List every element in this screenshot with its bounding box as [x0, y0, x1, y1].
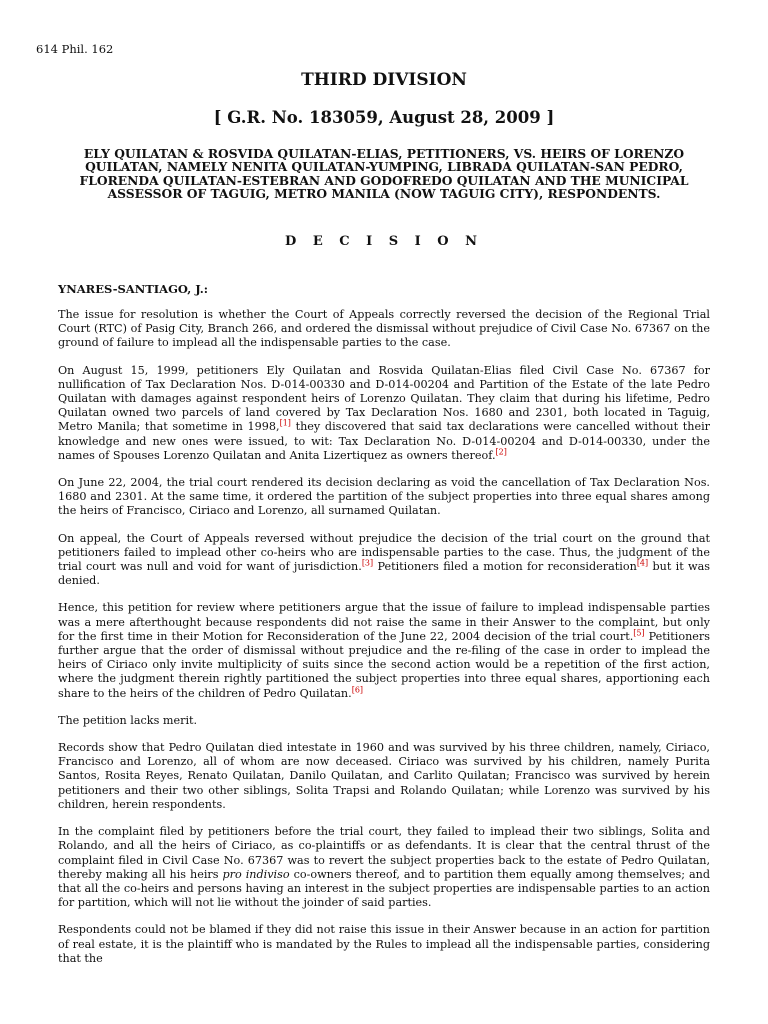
case-parties: ELY QUILATAN & ROSVIDA QUILATAN-ELIAS, PETITIONERS, VS. HEIRS OF LORENZO QUILATAN, NAMELY NENITA QUILATAN-YUMPING, LIBRADA QUILATAN-SAN PEDRO, FLORENDA QUILATAN-ESTEBRAN AND GODOFREDO QUILATAN AND THE MUNICIPAL ASSESSOR OF TAGUIG, METRO MANILA (NOW TAGUIG CITY), RESPONDENTS. [79, 146, 689, 202]
paragraph [58, 476, 710, 519]
paragraph-text: Respondents could not be blamed if they did not raise this issue in their Answer because in an action for partition of real estate, it is the plaintiff who is mandated by the Rules to implead all the indispensable parties, considering that the [58, 923, 710, 965]
decision-heading: D E C I S I O N [285, 234, 483, 249]
footnote-link-5[interactable]: [5] [633, 628, 645, 638]
paragraph-text: but it was denied. [58, 560, 710, 588]
footnote-link-2[interactable]: [2] [495, 447, 507, 457]
paragraph-text: On June 22, 2004, the trial court rendered its decision declaring as void the cancellation of Tax Declaration Nos. 1680 and 2301. At the same time, it ordered the partition of the subject properties into three equal shares among the heirs of Francisco, Ciriaco and Lorenzo, all surnamed Quilatan. [58, 476, 710, 518]
decision-body [58, 308, 710, 979]
paragraph-text: Records show that Pedro Quilatan died intestate in 1960 and was survived by his three children, namely, Ciriaco, Francisco and Lorenzo, all of whom are now deceased. Ciriaco was survived by his children, namely Purita Santos, Rosita Reyes, Renato Quilatan, Danilo Quilatan, and Carlito Quilatan; Francisco was survived by herein petitioners and their two other siblings, Solita Trapsi and Rolando Quilatan; while Lorenzo was survived by his children, herein respondents. [58, 741, 710, 811]
division-heading: THIRD DIVISION [301, 70, 467, 90]
ponente: YNARES-SANTIAGO, J.: [58, 282, 209, 296]
paragraph [58, 825, 710, 910]
paragraph-text: Hence, this petition for review where petitioners argue that the issue of failure to implead indispensable parties was a mere afterthought because respondents did not raise the same in their Answer to the complaint, but only for the first time in their Motion for Reconsideration of the June 22, 2004 decision of the trial court. [58, 601, 710, 643]
italic-term: pro indiviso [222, 867, 290, 881]
paragraph-text: Petitioners filed a motion for reconsideration [373, 560, 637, 574]
citation: 614 Phil. 162 [36, 42, 114, 56]
case-number: [ G.R. No. 183059, August 28, 2009 ] [213, 108, 555, 127]
paragraph [58, 714, 710, 728]
paragraph [58, 923, 710, 966]
footnote-link-6[interactable]: [6] [351, 684, 364, 694]
paragraph-text: they discovered that said tax declarations were cancelled without their knowledge and new ones were issued, to wit: Tax Declaration No. D-014-00204 and D-014-00330, under the names of Spouses Lorenzo Quilatan and Anita Lizertiquez as owners thereof. [58, 420, 710, 462]
paragraph [58, 364, 710, 463]
paragraph [58, 601, 710, 700]
paragraph-text: co-owners thereof, and to partition them equally among themselves; and that all the co-heirs and persons having an interest in the subject properties are indispensable parties to an action for partition, which will not lie without the joinder of said parties. [58, 867, 711, 910]
footnote-link-1[interactable]: [1] [279, 418, 291, 428]
paragraph [58, 308, 710, 351]
footnote-link-4[interactable]: [4] [636, 558, 649, 568]
paragraph-text: In the complaint filed by petitioners before the trial court, they failed to implead their two siblings, Solita and Rolando, and all the heirs of Ciriaco, as co-plaintiffs or as defendants. It is clear that the central thrust of the complaint filed in Civil Case No. 67367 was to revert the subject properties back to the estate of Pedro Quilatan, thereby making all his heirs [58, 825, 710, 881]
paragraph-text: On appeal, the Court of Appeals reversed without prejudice the decision of the trial court on the ground that petitioners failed to implead other co-heirs who are indispensable parties to the case. Thus, the judgment of the trial court was null and void for want of jurisdiction. [58, 531, 710, 574]
paragraph-text: On August 15, 1999, petitioners Ely Quilatan and Rosvida Quilatan-Elias filed Civil Case No. 67367 for nullification of Tax Declaration Nos. D-014-00330 and D-014-00204 and Partition of the Estate of the late Pedro Quilatan with damages against respondent heirs of Lorenzo Quilatan. They claim that during his lifetime, Pedro Quilatan owned two parcels of land covered by Tax Declaration Nos. 1680 and 2301, both located in Taguig, Metro Manila; that sometime in 1998, [58, 363, 710, 434]
paragraph-text: Petitioners further argue that the order of dismissal without prejudice and the re-filing of the case in order to implead the heirs of Ciriaco only invite multiplicity of suits since the second action would be a repetition of the first action, where the judgment therein rightly partitioned the subject properties into three equal shares, apportioning each share to the heirs of the children of Pedro Quilatan. [58, 629, 711, 700]
paragraph-text: The petition lacks merit. [58, 713, 198, 727]
paragraph-text: The issue for resolution is whether the Court of Appeals correctly reversed the decision of the Regional Trial Court (RTC) of Pasig City, Branch 266, and ordered the dismissal without prejudice of Civil Case No. 67367 on the ground of failure to implead all the indispensable parties to the case. [58, 308, 710, 350]
paragraph [58, 532, 710, 589]
footnote-link-3[interactable]: [3] [361, 558, 374, 568]
paragraph [58, 741, 710, 812]
